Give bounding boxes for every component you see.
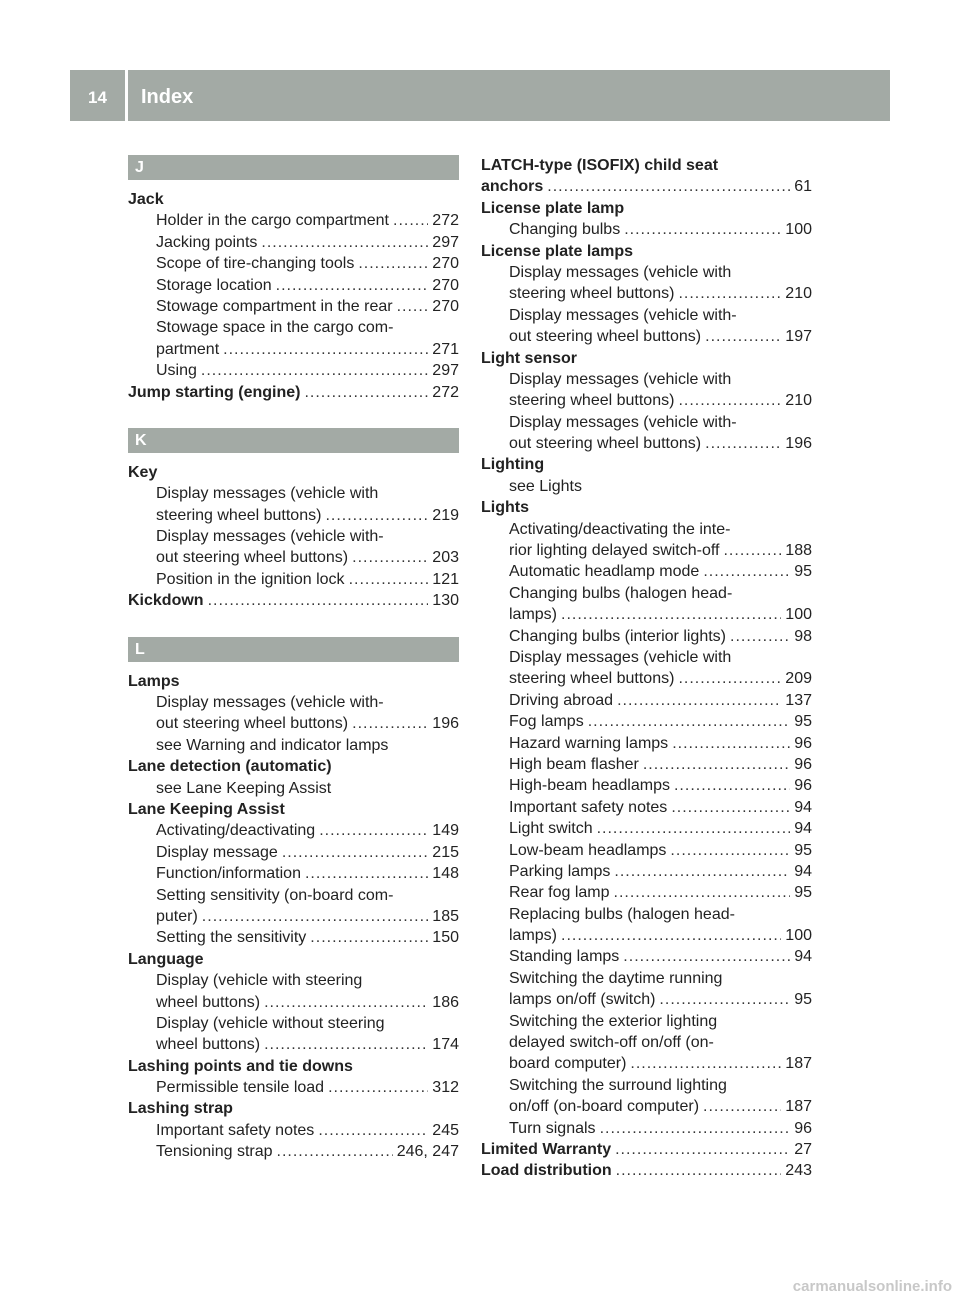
entry-text: Kickdown [128,592,204,610]
entry-text: Light switch [509,820,593,838]
entry-text: Switching the daytime running [509,969,723,987]
section-l-entries [128,671,459,1163]
page-reference: 185 [432,907,459,925]
leader-dots [201,360,428,381]
page-reference: 174 [432,1036,459,1054]
index-subentry [481,1011,812,1032]
entry-text: Display messages (vehicle with- [509,413,737,431]
index-subentry [128,885,459,906]
page-reference: 96 [794,734,812,752]
entry-text: License plate lamps [481,242,634,260]
index-headword [128,1056,459,1077]
entry-text: Permissible tensile load [156,1079,325,1097]
index-subentry [128,820,459,841]
index-subentry [481,968,812,989]
leader-dots [624,219,781,240]
leader-dots [670,840,790,861]
leader-dots [678,283,781,304]
index-headword [128,590,459,611]
index-subentry [481,283,812,304]
entry-text: Display message [156,843,278,861]
entry-text: wheel buttons) [156,1036,261,1054]
watermark: carmanualsonline.info [792,1278,952,1295]
entry-text: Jack [128,191,164,208]
section-letter-j: J [128,155,459,180]
leader-dots [282,842,428,863]
page-reference: 95 [794,884,812,902]
index-subentry [481,561,812,582]
leader-dots [672,733,790,754]
leader-dots [305,863,428,884]
page-reference: 95 [794,563,812,581]
entry-text: out steering wheel buttons) [509,328,702,346]
entry-text: Using [156,362,197,380]
leader-dots [678,668,781,689]
index-subentry [128,1077,459,1098]
leader-dots [617,690,781,711]
leader-dots [352,547,428,568]
entry-text: Lashing strap [128,1100,233,1118]
index-headword [481,348,812,369]
leader-dots [393,210,428,231]
index-subentry [481,797,812,818]
index-subentry [481,583,812,604]
leader-dots [616,1160,782,1181]
entry-text: lamps on/off (switch) [509,991,656,1009]
page-reference: 270 [432,276,459,294]
entry-text: Load distribution [481,1162,612,1180]
index-subentry [128,1120,459,1141]
entry-text: see Lane Keeping Assist [156,779,332,797]
index-headword [481,1139,812,1160]
leader-dots [623,946,790,967]
leader-dots [614,882,791,903]
leader-dots [319,820,428,841]
entry-text: Tensioning strap [156,1143,273,1161]
index-headword [128,189,459,210]
index-subentry [128,692,459,713]
entry-text: Setting sensitivity (on-board com- [156,886,394,904]
entry-text: steering wheel buttons) [509,670,675,688]
leader-dots [277,1141,393,1162]
entry-text: Driving abroad [509,691,614,709]
leader-dots [614,861,790,882]
index-subentry [481,882,812,903]
entry-text: Function/information [156,865,301,883]
entry-text: Hazard warning lamps [509,734,669,752]
entry-text: steering wheel buttons) [156,506,322,524]
index-subentry [128,992,459,1013]
index-subentry [128,778,459,799]
entry-text: Activating/deactivating [156,822,316,840]
entry-text: wheel buttons) [156,993,261,1011]
index-headword [128,1098,459,1119]
leader-dots [264,992,428,1013]
index-subentry [128,842,459,863]
page-reference: 95 [794,991,812,1009]
index-subentry [128,483,459,504]
page-reference: 196 [785,435,812,453]
page-reference: 186 [432,993,459,1011]
entry-text: License plate lamp [481,199,625,217]
entry-text: Holder in the cargo compartment [156,212,389,230]
index-subentry [128,1034,459,1055]
entry-text: lamps) [509,927,558,945]
page-reference: 121 [432,570,459,588]
index-subentry [481,1075,812,1096]
leader-dots [358,253,428,274]
index-headword [481,497,812,518]
leader-dots [328,1077,428,1098]
index-subentry [128,275,459,296]
entry-text: Standing lamps [509,948,620,966]
entry-text: board computer) [509,1055,627,1073]
page-reference: 203 [432,549,459,567]
page-reference: 215 [432,843,459,861]
index-subentry [481,262,812,283]
index-subentry [481,390,812,411]
index-headword [481,241,812,262]
index-subentry [128,1141,459,1162]
page-reference: 94 [794,798,812,816]
page-reference: 271 [432,340,459,358]
leader-dots [561,925,781,946]
index-subentry [128,927,459,948]
entry-text: Activating/deactivating the inte- [509,520,731,538]
entry-text: Lights [481,499,529,517]
page-reference: 98 [794,627,812,645]
entry-text: rior lighting delayed switch-off [509,542,720,560]
index-column-right [481,155,812,1182]
index-subentry [128,505,459,526]
entry-text: Important safety notes [156,1121,315,1139]
entry-text: anchors [481,178,544,196]
entry-text: Jump starting (engine) [128,383,301,401]
page-reference: 130 [432,592,459,610]
index-subentry [481,433,812,454]
index-subentry [481,412,812,433]
entry-text: Lashing points and tie downs [128,1057,353,1075]
entry-text: Lighting [481,456,545,474]
page-title: Index [141,86,194,108]
index-subentry [128,360,459,381]
section-k-entries [128,462,459,612]
leader-dots [208,590,429,611]
index-subentry [128,317,459,338]
leader-dots [705,326,781,347]
page-reference: 137 [785,691,812,709]
right-column-entries [481,155,812,1182]
index-subentry [481,519,812,540]
entry-text: steering wheel buttons) [509,285,675,303]
entry-text: partment [156,340,220,358]
entry-text: Stowage space in the cargo com- [156,319,394,337]
entry-text: steering wheel buttons) [509,392,675,410]
page-reference: 100 [785,221,812,239]
entry-text: Storage location [156,276,272,294]
entry-text: Low-beam headlamps [509,841,667,859]
index-headword [481,155,812,176]
page-reference: 297 [432,233,459,251]
leader-dots [671,797,790,818]
page-reference: 209 [785,670,812,688]
leader-dots [304,382,428,403]
page-reference: 270 [432,255,459,273]
page-reference: 150 [432,929,459,947]
entry-text: LATCH-type (ISOFIX) child seat [481,157,719,174]
index-subentry [481,733,812,754]
index-subentry [128,569,459,590]
index-subentry [481,690,812,711]
entry-text: lamps) [509,606,558,624]
index-subentry [128,735,459,756]
index-subentry [481,711,812,732]
index-subentry [481,476,812,497]
leader-dots [310,927,428,948]
index-column-left [128,155,459,1163]
page-reference: 100 [785,606,812,624]
leader-dots [223,339,428,360]
entry-text: see Lights [509,477,582,495]
page-reference: 95 [794,841,812,859]
index-headword [128,382,459,403]
index-subentry [128,1013,459,1034]
index-subentry [481,925,812,946]
leader-dots [597,818,791,839]
section-letter-l: L [128,637,459,662]
entry-text: Display messages (vehicle with [509,648,732,666]
page-reference: 246, 247 [396,1143,459,1161]
page-reference: 272 [432,383,459,401]
leader-dots [600,1118,791,1139]
entry-text: Display messages (vehicle with [509,370,732,388]
entry-text: Switching the surround lighting [509,1076,727,1094]
index-subentry [481,540,812,561]
entry-text: Key [128,463,158,481]
index-subentry [481,626,812,647]
page-reference: 210 [785,285,812,303]
page-reference: 96 [794,755,812,773]
entry-text: Replacing bulbs (halogen head- [509,905,735,923]
entry-text: Display messages (vehicle with [156,485,379,503]
leader-dots [678,390,781,411]
page-reference: 100 [785,927,812,945]
index-subentry [128,970,459,991]
index-headword [481,198,812,219]
index-headword [128,462,459,483]
index-headword [128,671,459,692]
index-subentry [481,647,812,668]
leader-dots [705,433,781,454]
index-subentry [128,210,459,231]
entry-text: Setting the sensitivity [156,929,307,947]
index-subentry [128,253,459,274]
index-subentry [481,305,812,326]
index-subentry [481,1032,812,1053]
page-reference: 96 [794,1119,812,1137]
index-subentry [481,754,812,775]
entry-text: Parking lamps [509,862,611,880]
page-reference: 187 [785,1055,812,1073]
entry-text: delayed switch-off on/off (on- [509,1034,714,1052]
page-reference: 94 [794,820,812,838]
page-reference: 95 [794,713,812,731]
entry-text: Changing bulbs (halogen head- [509,584,733,602]
entry-text: Rear fog lamp [509,884,610,902]
leader-dots [202,906,429,927]
page-reference: 297 [432,362,459,380]
entry-text: Changing bulbs (interior lights) [509,627,726,645]
leader-dots [588,711,791,732]
leader-dots [261,232,428,253]
entry-text: High-beam headlamps [509,777,670,795]
leader-dots [703,561,790,582]
index-headword [481,454,812,475]
leader-dots [703,1096,781,1117]
index-headword [128,756,459,777]
page-reference: 27 [794,1140,812,1158]
page-reference: 187 [785,1098,812,1116]
leader-dots [325,505,428,526]
entry-text: Lane Keeping Assist [128,800,285,818]
entry-text: Display messages (vehicle with- [156,694,384,712]
leader-dots [615,1139,790,1160]
index-subentry [481,775,812,796]
leader-dots [547,176,790,197]
index-headword [481,176,812,197]
entry-text: Display (vehicle without steering [156,1014,385,1032]
entry-text: Changing bulbs [509,221,621,239]
entry-text: Display (vehicle with steering [156,972,363,990]
leader-dots [349,569,429,590]
index-subentry [481,668,812,689]
index-subentry [481,904,812,925]
entry-text: Turn signals [509,1119,596,1137]
leader-dots [276,275,429,296]
entry-text: see Warning and indicator lamps [156,736,389,754]
index-subentry [481,604,812,625]
page-reference: 245 [432,1121,459,1139]
entry-text: Display messages (vehicle with- [509,306,737,324]
leader-dots [352,713,428,734]
page-reference: 94 [794,948,812,966]
page-reference: 243 [785,1162,812,1180]
page-reference: 197 [785,328,812,346]
index-headword [128,949,459,970]
page-reference: 210 [785,392,812,410]
entry-text: Display messages (vehicle with- [156,528,384,546]
page-reference: 149 [432,822,459,840]
page-reference: 61 [794,178,812,196]
leader-dots [264,1034,428,1055]
entry-text: out steering wheel buttons) [156,715,349,733]
index-subentry [128,863,459,884]
page-reference: 94 [794,862,812,880]
index-headword [128,799,459,820]
index-subentry [481,840,812,861]
index-subentry [481,326,812,347]
entry-text: Light sensor [481,349,578,367]
leader-dots [397,296,429,317]
entry-text: puter) [156,907,198,925]
entry-text: Position in the ignition lock [156,570,345,588]
entry-text: Automatic headlamp mode [509,563,700,581]
page-reference: 270 [432,297,459,315]
index-subentry [128,232,459,253]
entry-text: Jacking points [156,233,258,251]
index-subentry [128,339,459,360]
index-subentry [481,1096,812,1117]
page-reference: 312 [432,1079,459,1097]
section-letter-k: K [128,428,459,453]
leader-dots [630,1053,781,1074]
index-subentry [481,219,812,240]
leader-dots [318,1120,428,1141]
page-reference: 272 [432,212,459,230]
section-j-entries [128,189,459,403]
page-reference: 96 [794,777,812,795]
index-subentry [481,946,812,967]
index-subentry [128,296,459,317]
leader-dots [643,754,790,775]
index-subentry [481,1118,812,1139]
index-subentry [128,547,459,568]
entry-text: Language [128,950,204,968]
index-subentry [481,1053,812,1074]
entry-text: High beam flasher [509,755,639,773]
page-reference: 188 [785,542,812,560]
entry-text: Display messages (vehicle with [509,263,732,281]
entry-text: Lane detection (automatic) [128,758,332,776]
leader-dots [561,604,781,625]
leader-dots [659,989,790,1010]
index-subentry [481,989,812,1010]
index-subentry [481,369,812,390]
entry-text: Important safety notes [509,798,668,816]
entry-text: Switching the exterior lighting [509,1012,718,1030]
leader-dots [674,775,790,796]
page-reference: 148 [432,865,459,883]
header-separator [125,70,128,121]
leader-dots [730,626,790,647]
index-headword [481,1160,812,1181]
entry-text: Limited Warranty [481,1140,612,1158]
index-subentry [481,818,812,839]
entry-text: Stowage compartment in the rear [156,297,393,315]
index-subentry [128,713,459,734]
entry-text: Lamps [128,672,180,690]
entry-text: out steering wheel buttons) [156,549,349,567]
page-number: 14 [88,88,107,107]
index-subentry [128,906,459,927]
index-subentry [481,861,812,882]
entry-text: on/off (on-board computer) [509,1098,700,1116]
entry-text: out steering wheel buttons) [509,435,702,453]
page-reference: 196 [432,715,459,733]
entry-text: Scope of tire-changing tools [156,255,355,273]
page-reference: 219 [432,506,459,524]
index-subentry [128,526,459,547]
leader-dots [723,540,781,561]
entry-text: Fog lamps [509,713,584,731]
